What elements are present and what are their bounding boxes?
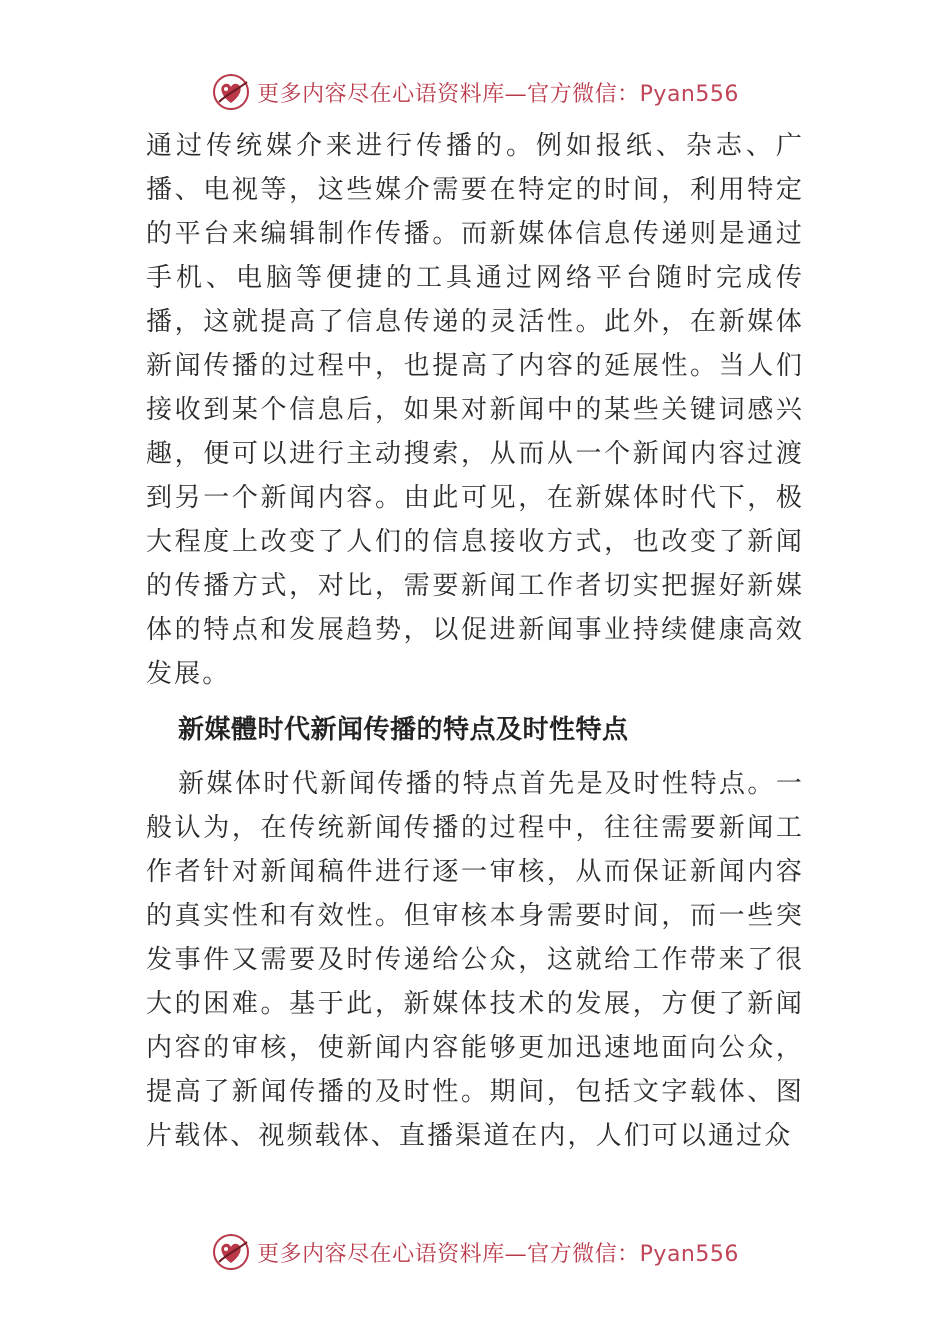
heart-logo-icon (211, 1232, 251, 1272)
body-paragraph: 新媒体时代新闻传播的特点首先是及时性特点。一般认为，在传统新闻传播的过程中，往往需要新闻工作者针对新闻稿件进行逐一审核，从而保证新闻内容的真实性和有效性。但审核本身需要时间，而一些突发事件又需要及时传递给公众，这就给工作带来了很大的困难。基于此，新媒体技术的发展，方便了新闻内容的审核，使新闻内容能够更加迅速地面向公众，提高了新闻传播的及时性。期间，包括文字载体、图片载体、视频载体、直播渠道在内，人们可以通过众 (146, 769, 804, 1151)
footer-banner (0, 1230, 950, 1274)
banner-account: Pyan556 (639, 81, 739, 107)
section-heading: 新媒體时代新闻传播的特点及时性特点 (178, 715, 629, 745)
heart-logo-icon (211, 72, 251, 112)
header-banner (0, 70, 950, 114)
banner-text: 更多内容尽在心语资料库—官方微信：Pyan556 (257, 81, 739, 107)
document-body (146, 124, 804, 1158)
banner-account: Pyan556 (639, 1241, 739, 1267)
body-paragraph: 通过传统媒介来进行传播的。例如报纸、杂志、广播、电视等，这些媒介需要在特定的时间，利用特定的平台来编辑制作传播。而新媒体信息传递则是通过手机、电脑等便捷的工具通过网络平台随时完成传播，这就提高了信息传递的灵活性。此外，在新媒体新闻传播的过程中，也提高了内容的延展性。当人们接收到某个信息后，如果对新闻中的某些关键词感兴趣，便可以进行主动搜索，从而从一个新闻内容过渡到另一个新闻内容。由此可见，在新媒体时代下，极大程度上改变了人们的信息接收方式，也改变了新闻的传播方式，对比，需要新闻工作者切实把握好新媒体的特点和发展趋势，以促进新闻事业持续健康高效发展。 (146, 131, 804, 689)
banner-text: 更多内容尽在心语资料库—官方微信：Pyan556 (257, 1241, 739, 1267)
